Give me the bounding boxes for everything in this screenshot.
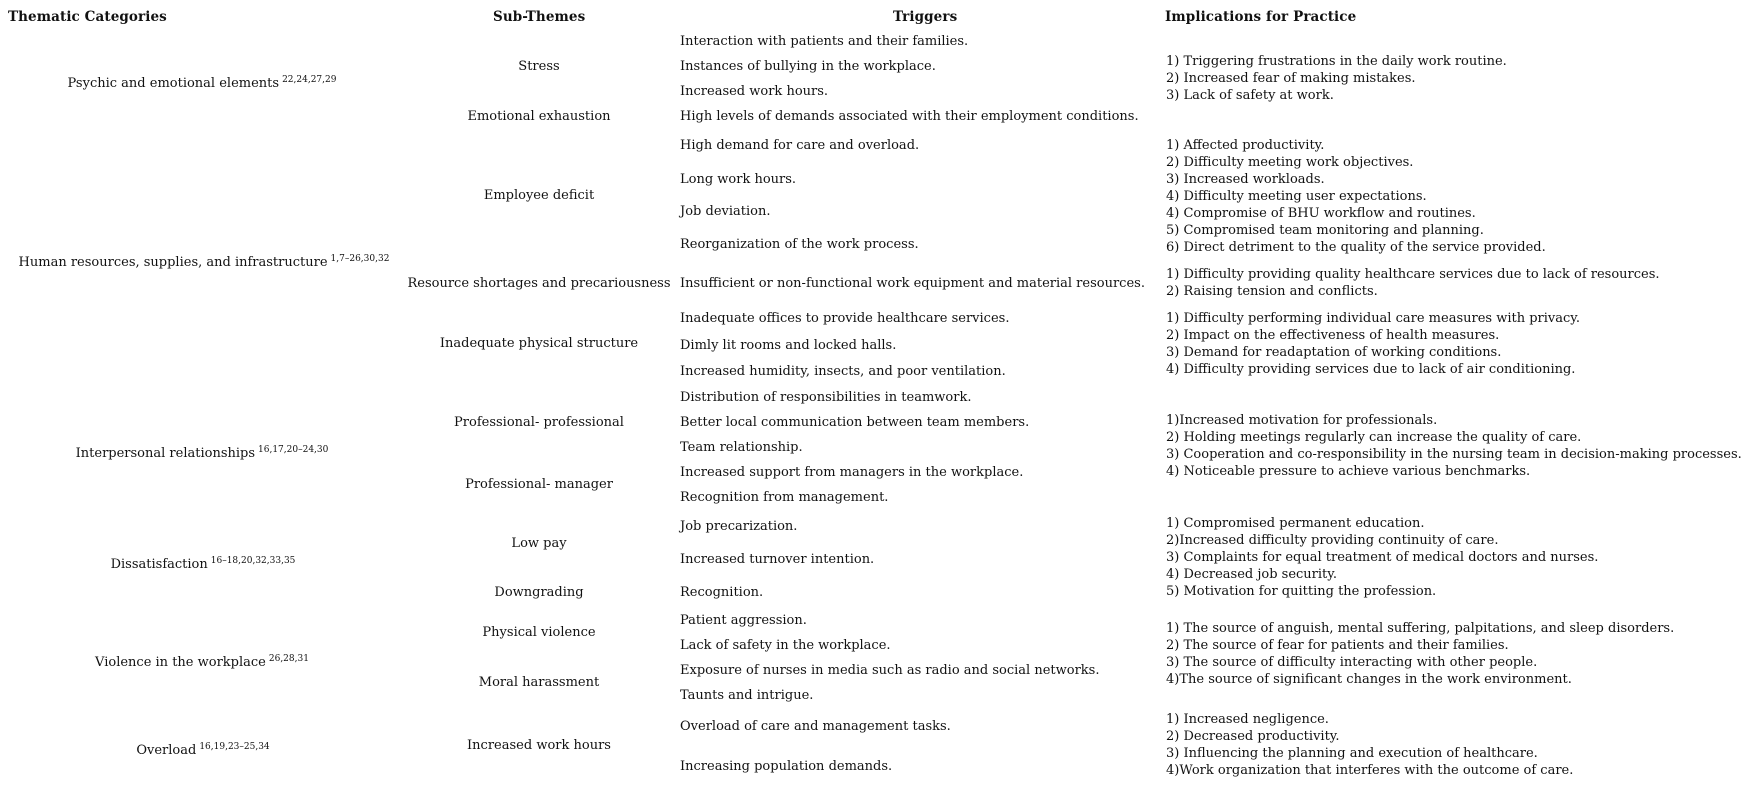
- trigger-cell: Increased humidity, insects, and poor ventilation.: [680, 364, 1006, 379]
- implication-line: 3) Complaints for equal treatment of medical doctors and nurses.: [1166, 550, 1599, 565]
- subtheme-cell: Resource shortages and precariousness: [407, 276, 671, 291]
- implications-cell: [1166, 711, 1573, 779]
- implication-line: 2) Impact on the effectiveness of health measures.: [1166, 328, 1500, 343]
- trigger-cell: Job deviation.: [680, 204, 771, 219]
- implications-cell: [1166, 310, 1580, 378]
- implications-cell: [1166, 53, 1507, 104]
- implication-line: 4)Work organization that interferes with the outcome of care.: [1166, 763, 1574, 778]
- trigger-cell: Interaction with patients and their families.: [680, 34, 969, 49]
- trigger-cell: Job precarization.: [680, 519, 798, 534]
- subtheme-cell: Downgrading: [494, 585, 584, 600]
- trigger-cell: Insufficient or non-functional work equipment and material resources.: [680, 276, 1145, 291]
- implications-cell: [1166, 620, 1674, 688]
- trigger-cell: Increased support from managers in the workplace.: [680, 465, 1024, 480]
- implication-line: 5) Compromised team monitoring and planning.: [1166, 223, 1484, 238]
- header-sub-themes: Sub-Themes: [493, 9, 586, 25]
- trigger-cell: Better local communication between team members.: [680, 415, 1030, 430]
- implication-line: 4) Noticeable pressure to achieve various benchmarks.: [1166, 464, 1531, 479]
- category-cell: Psychic and emotional elements $^{22,24,27,29}$: [67, 75, 337, 91]
- implication-line: 2) Increased fear of making mistakes.: [1166, 71, 1416, 86]
- implication-line: 3) The source of difficulty interacting with other people.: [1166, 655, 1538, 670]
- subtheme-cell: Stress: [518, 59, 560, 74]
- trigger-cell: Taunts and intrigue.: [680, 688, 814, 703]
- implications-cell: [1166, 137, 1546, 256]
- implication-line: 3) Lack of safety at work.: [1166, 88, 1334, 103]
- category-cell: Interpersonal relationships $^{16,17,20-24,30}$: [75, 445, 329, 461]
- implication-line: 1) Compromised permanent education.: [1166, 516, 1425, 531]
- implication-line: 5) Motivation for quitting the profession.: [1166, 584, 1437, 599]
- category-cell: Human resources, supplies, and infrastructure $^{1,7-26,30,32}$: [18, 254, 390, 270]
- implication-line: 2) The source of fear for patients and their families.: [1166, 638, 1509, 653]
- trigger-cell: Recognition.: [680, 585, 764, 600]
- implication-line: 1) Affected productivity.: [1166, 138, 1325, 153]
- implication-line: 2) Holding meetings regularly can increase the quality of care.: [1166, 430, 1582, 445]
- category-cell: Dissatisfaction $^{16-18,20,32,33,35}$: [110, 556, 296, 572]
- trigger-cell: Increased work hours.: [680, 84, 829, 99]
- trigger-cell: Long work hours.: [680, 172, 797, 187]
- header-implications: Implications for Practice: [1165, 9, 1357, 25]
- subtheme-cell: Professional- professional: [454, 415, 624, 430]
- trigger-cell: Lack of safety in the workplace.: [680, 638, 891, 653]
- implication-line: 3) Influencing the planning and execution of healthcare.: [1166, 746, 1538, 761]
- subtheme-cell: Inadequate physical structure: [439, 336, 639, 351]
- trigger-cell: Recognition from management.: [680, 490, 889, 505]
- subtheme-cell: Professional- manager: [465, 477, 613, 492]
- implication-line: 3) Cooperation and co-responsibility in the nursing team in decision-making processes.: [1166, 447, 1742, 462]
- subtheme-cell: Emotional exhaustion: [467, 109, 611, 124]
- trigger-cell: Increasing population demands.: [680, 759, 893, 774]
- implication-line: 1) Difficulty performing individual care measures with privacy.: [1166, 311, 1581, 326]
- implications-cell: [1166, 515, 1598, 600]
- implication-line: 3) Increased workloads.: [1166, 172, 1325, 187]
- subtheme-cell: Physical violence: [482, 625, 596, 640]
- trigger-cell: Overload of care and management tasks.: [680, 719, 951, 734]
- trigger-cell: Increased turnover intention.: [680, 552, 875, 567]
- implication-line: 4) Difficulty meeting user expectations.: [1166, 189, 1427, 204]
- trigger-cell: High demand for care and overload.: [680, 138, 920, 153]
- implications-cell: [1166, 266, 1660, 300]
- trigger-cell: Instances of bullying in the workplace.: [680, 59, 936, 74]
- subtheme-cell: Employee deficit: [483, 188, 595, 203]
- subtheme-cell: Low pay: [511, 536, 567, 551]
- implication-line: 1) Triggering frustrations in the daily work routine.: [1166, 54, 1507, 69]
- trigger-cell: Exposure of nurses in media such as radio and social networks.: [680, 663, 1100, 678]
- implication-line: 2)Increased difficulty providing continuity of care.: [1166, 533, 1499, 548]
- category-cell: Overload $^{16,19,23-25,34}$: [136, 742, 270, 758]
- implication-line: 6) Direct detriment to the quality of the service provided.: [1166, 240, 1546, 255]
- implication-line: 4) Compromise of BHU workflow and routines.: [1166, 206, 1476, 221]
- trigger-cell: Patient aggression.: [680, 613, 807, 628]
- subtheme-cell: Moral harassment: [478, 675, 600, 690]
- header-thematic-categories: Thematic Categories: [8, 9, 167, 25]
- implication-line: 4)The source of significant changes in the work environment.: [1166, 672, 1572, 687]
- implication-line: 3) Demand for readaptation of working conditions.: [1166, 345, 1502, 360]
- implication-line: 1) Difficulty providing quality healthcare services due to lack of resources.: [1166, 267, 1660, 282]
- trigger-cell: Distribution of responsibilities in teamwork.: [680, 390, 972, 405]
- implication-line: 1)Increased motivation for professionals.: [1166, 413, 1438, 428]
- trigger-cell: Dimly lit rooms and locked halls.: [680, 338, 897, 353]
- header-triggers: Triggers: [893, 9, 958, 25]
- implication-line: 2) Raising tension and conflicts.: [1166, 284, 1378, 299]
- trigger-cell: Reorganization of the work process.: [680, 237, 919, 252]
- implication-line: 1) The source of anguish, mental suffering, palpitations, and sleep disorders.: [1166, 621, 1675, 636]
- implication-line: 4) Decreased job security.: [1166, 567, 1338, 582]
- implication-line: 4) Difficulty providing services due to lack of air conditioning.: [1166, 362, 1576, 377]
- implication-line: 2) Difficulty meeting work objectives.: [1166, 155, 1414, 170]
- subtheme-cell: Increased work hours: [467, 738, 611, 753]
- trigger-cell: Inadequate offices to provide healthcare services.: [680, 311, 1010, 326]
- trigger-cell: Team relationship.: [680, 440, 803, 455]
- implications-cell: [1166, 412, 1742, 480]
- category-cell: Violence in the workplace $^{26,28,31}$: [95, 654, 309, 670]
- implication-line: 2) Decreased productivity.: [1166, 729, 1340, 744]
- implication-line: 1) Increased negligence.: [1166, 712, 1329, 727]
- trigger-cell: High levels of demands associated with their employment conditions.: [680, 109, 1139, 124]
